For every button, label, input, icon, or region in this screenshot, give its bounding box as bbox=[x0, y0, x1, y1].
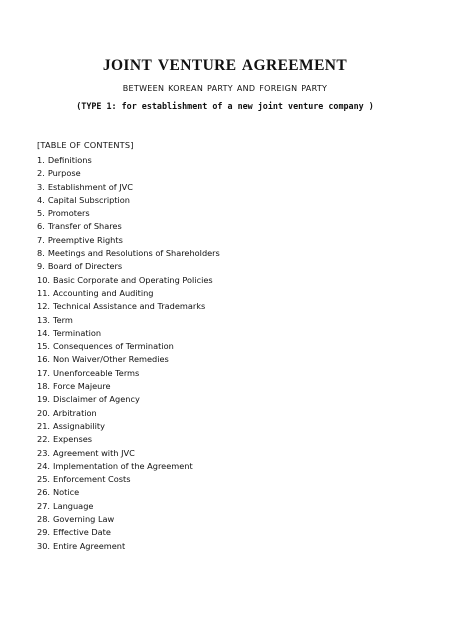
toc-item-label: Language bbox=[53, 500, 94, 511]
toc-item bbox=[37, 181, 220, 194]
toc-item-label: Accounting and Auditing bbox=[53, 287, 154, 298]
toc-item bbox=[37, 167, 220, 180]
toc-item-number: 12. bbox=[37, 301, 51, 312]
toc-item-number: 10. bbox=[37, 274, 51, 285]
toc-item-label: Implementation of the Agreement bbox=[53, 460, 193, 471]
toc-item-label: Purpose bbox=[47, 168, 81, 179]
toc-item bbox=[37, 314, 220, 327]
toc-item bbox=[37, 393, 220, 406]
toc-item bbox=[37, 260, 220, 273]
toc-item bbox=[37, 247, 220, 260]
toc-item bbox=[37, 460, 220, 473]
toc-item-number: 21. bbox=[37, 420, 51, 431]
toc-item-label: Transfer of Shares bbox=[47, 221, 122, 232]
toc-item-number: 13. bbox=[37, 314, 51, 325]
toc-item-label: Board of Directers bbox=[47, 261, 123, 272]
toc-item-number: 23. bbox=[37, 447, 51, 458]
toc-item-label: Preemptive Rights bbox=[47, 234, 123, 245]
toc-item bbox=[37, 380, 220, 393]
toc-item-number: 4. bbox=[37, 194, 45, 205]
toc-item bbox=[37, 540, 220, 553]
toc-item bbox=[37, 287, 220, 300]
toc-item-label: Effective Date bbox=[53, 527, 111, 538]
toc-item-number: 28. bbox=[37, 514, 51, 525]
toc-item-number: 6. bbox=[37, 221, 45, 232]
toc-item bbox=[37, 207, 220, 220]
toc-item bbox=[37, 500, 220, 513]
toc-item-number: 17. bbox=[37, 367, 51, 378]
toc-item bbox=[37, 353, 220, 366]
toc-item-label: Agreement with JVC bbox=[53, 447, 135, 458]
toc-item-number: 8. bbox=[37, 248, 45, 259]
toc-item-label: Governing Law bbox=[53, 514, 115, 525]
toc-item-label: Arbitration bbox=[53, 407, 97, 418]
toc-item bbox=[37, 154, 220, 167]
toc-item-number: 15. bbox=[37, 341, 51, 352]
toc-item-label: Capital Subscription bbox=[47, 194, 130, 205]
toc-item-label: Disclaimer of Agency bbox=[53, 394, 140, 405]
toc-heading: [TABLE OF CONTENTS] bbox=[37, 140, 134, 150]
toc-item-number: 19. bbox=[37, 394, 51, 405]
toc-item-number: 20. bbox=[37, 407, 51, 418]
table-of-contents bbox=[37, 154, 220, 553]
toc-item-label: Unenforceable Terms bbox=[53, 367, 140, 378]
toc-item-label: Consequences of Termination bbox=[53, 341, 174, 352]
toc-item-label: Meetings and Resolutions of Shareholders bbox=[47, 248, 220, 259]
toc-item bbox=[37, 513, 220, 526]
toc-item-label: Termination bbox=[53, 327, 102, 338]
toc-item-number: 18. bbox=[37, 381, 51, 392]
toc-item bbox=[37, 407, 220, 420]
toc-item-number: 2. bbox=[37, 168, 45, 179]
toc-item-number: 29. bbox=[37, 527, 51, 538]
toc-item bbox=[37, 526, 220, 539]
toc-item bbox=[37, 433, 220, 446]
toc-item-number: 11. bbox=[37, 287, 51, 298]
toc-item-label: Basic Corporate and Operating Policies bbox=[53, 274, 213, 285]
toc-item-number: 3. bbox=[37, 181, 45, 192]
toc-item-label: Entire Agreement bbox=[53, 540, 126, 551]
toc-item-number: 7. bbox=[37, 234, 45, 245]
toc-item bbox=[37, 367, 220, 380]
toc-item-number: 24. bbox=[37, 460, 51, 471]
toc-item bbox=[37, 420, 220, 433]
toc-item bbox=[37, 340, 220, 353]
toc-item-label: Assignability bbox=[53, 420, 105, 431]
toc-item-number: 9. bbox=[37, 261, 45, 272]
toc-item-label: Promoters bbox=[47, 208, 90, 219]
toc-item-label: Enforcement Costs bbox=[53, 474, 131, 485]
toc-item bbox=[37, 220, 220, 233]
toc-item bbox=[37, 194, 220, 207]
toc-item bbox=[37, 486, 220, 499]
toc-item-label: Technical Assistance and Trademarks bbox=[53, 301, 206, 312]
toc-item-label: Notice bbox=[53, 487, 80, 498]
document-type-line: (TYPE 1: for establishment of a new joint venture company ) bbox=[76, 101, 374, 111]
toc-item-number: 5. bbox=[37, 208, 45, 219]
toc-item-number: 26. bbox=[37, 487, 51, 498]
toc-item-label: Definitions bbox=[47, 155, 92, 165]
toc-item-label: Establishment of JVC bbox=[47, 181, 133, 192]
toc-item-number: 30. bbox=[37, 540, 51, 551]
toc-item bbox=[37, 274, 220, 287]
toc-item-number: 14. bbox=[37, 327, 51, 338]
document-title: JOINT VENTURE AGREEMENT bbox=[102, 57, 348, 74]
toc-item-label: Term bbox=[53, 314, 73, 325]
toc-item-number: 16. bbox=[37, 354, 51, 365]
toc-item-label: Force Majeure bbox=[53, 381, 111, 392]
toc-item-number: 1. bbox=[37, 155, 45, 165]
toc-item bbox=[37, 473, 220, 486]
toc-item bbox=[37, 447, 220, 460]
toc-item bbox=[37, 300, 220, 313]
toc-item bbox=[37, 327, 220, 340]
document-subtitle: BETWEEN KOREAN PARTY AND FOREIGN PARTY bbox=[122, 84, 328, 93]
toc-item-number: 22. bbox=[37, 434, 51, 445]
toc-item-number: 25. bbox=[37, 474, 51, 485]
toc-item bbox=[37, 234, 220, 247]
toc-item-label: Non Waiver/Other Remedies bbox=[53, 354, 169, 365]
toc-item-label: Expenses bbox=[53, 434, 93, 445]
toc-item-number: 27. bbox=[37, 500, 51, 511]
